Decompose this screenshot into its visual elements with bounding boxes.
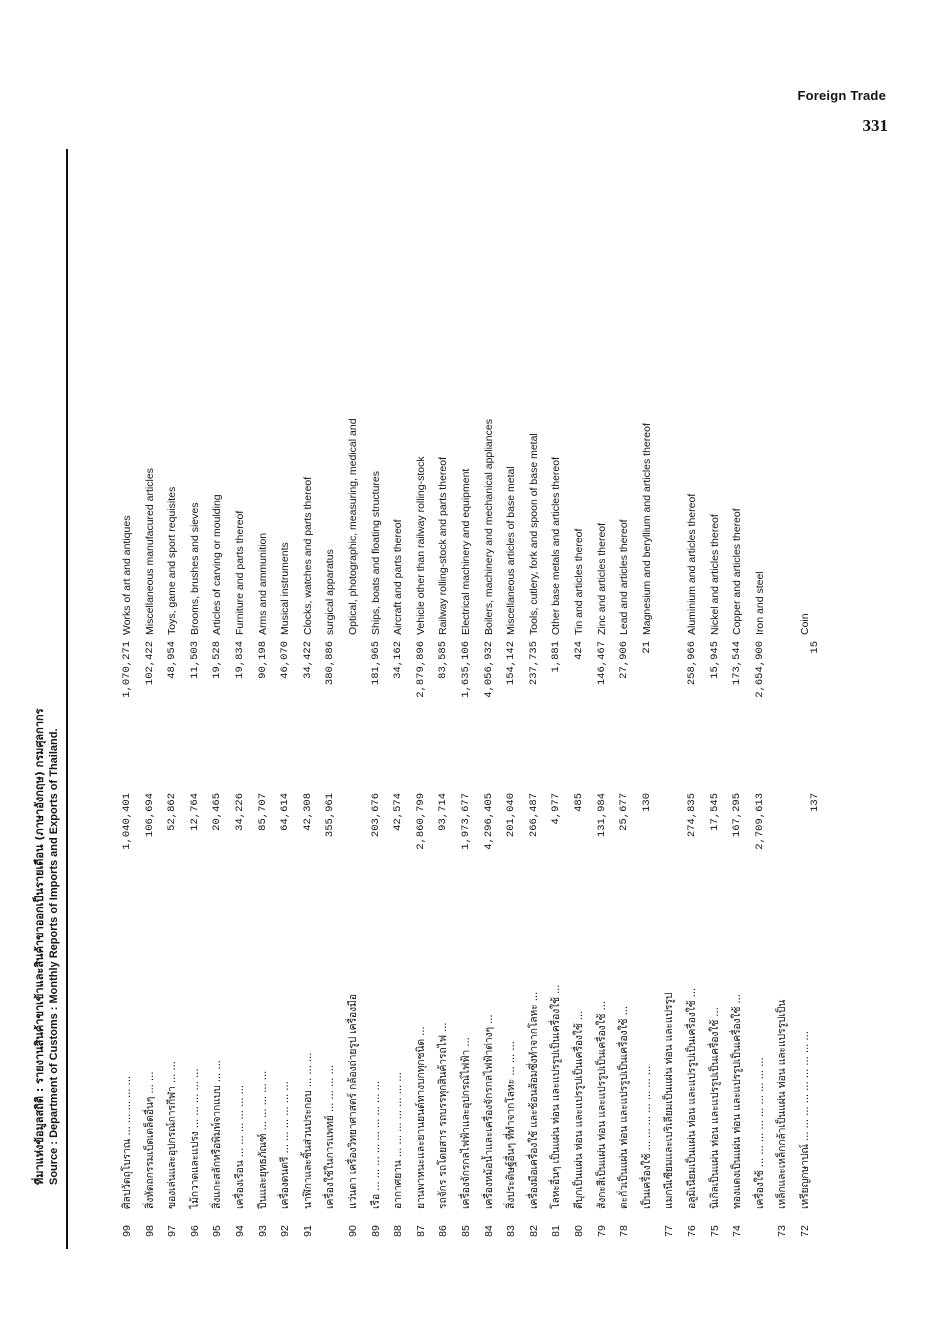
row-value-2: 1,881 bbox=[550, 641, 563, 673]
section-header: Foreign Trade bbox=[797, 88, 886, 103]
table-row bbox=[615, 150, 635, 1245]
row-thai-label: รถจักร รถโดยสาร รถบรรทุกสินค้ารถไฟ ... bbox=[437, 1022, 450, 1209]
source-english: Source : Department of Customs : Monthly Reports of Imports and Exports of Thailand. bbox=[48, 728, 60, 1185]
table-row bbox=[321, 150, 341, 1245]
row-value-1: 130 bbox=[640, 793, 653, 812]
bottom-rule bbox=[66, 149, 68, 1249]
row-value-1: 274,835 bbox=[686, 793, 698, 838]
row-value-1: 355,961 bbox=[324, 793, 337, 838]
row-english-label: Electrical machinery and equipment bbox=[460, 468, 472, 635]
row-english-label: Clocks, watches and parts thereof bbox=[301, 476, 314, 635]
row-value-2: 1,635,106 bbox=[460, 641, 472, 698]
row-thai-label: สิ่งประดิษฐ์อื่นๆ ที่ทำจากโลหะ ... ... ... bbox=[505, 1041, 518, 1209]
row-value-2: 46,070 bbox=[279, 641, 292, 679]
row-value-2: 2,654,900 bbox=[753, 641, 766, 698]
row-english-label: Railway rolling-stock and parts thereof bbox=[437, 457, 450, 635]
row-thai-label: เรือ ... ... ... ... ... ... ... ... ... bbox=[369, 1081, 382, 1209]
row-english-label: Ships, boats and floating structures bbox=[369, 470, 382, 635]
row-code: 92 bbox=[279, 1225, 292, 1237]
row-value-2: 27,906 bbox=[618, 641, 631, 679]
rotated-trade-table bbox=[33, 150, 830, 1245]
table-row bbox=[118, 150, 138, 1245]
row-value-2: 15,945 bbox=[708, 641, 721, 679]
row-value-1: 2,860,799 bbox=[414, 793, 427, 850]
row-code: 83 bbox=[505, 1225, 518, 1237]
row-value-2: 173,544 bbox=[731, 641, 744, 686]
row-code: 73 bbox=[776, 1225, 789, 1237]
row-thai-label: เครื่องเรือน ... ... ... ... ... ... bbox=[234, 1085, 246, 1209]
table-row bbox=[660, 150, 680, 1245]
row-english-label: Toys, game and sport requisites bbox=[166, 486, 179, 635]
row-english-label: Aluminium and articles thereof bbox=[686, 493, 698, 635]
table-row bbox=[728, 150, 748, 1245]
row-english-label: Copper and articles thereof bbox=[731, 508, 744, 635]
column-value-2: 15 bbox=[809, 641, 821, 654]
row-code: 81 bbox=[550, 1225, 563, 1237]
table-row bbox=[141, 150, 161, 1245]
row-english-label: Lead and articles thereof bbox=[618, 519, 631, 635]
row-thai-label: ทองแดงเป็นแผ่น ท่อน และแปรรูปเป็นเครื่องใช้ ... bbox=[731, 994, 744, 1209]
row-thai-label: เครื่องหม้อน้ำและเครื่องจักรกลไฟฟ้าต่างๆ ... bbox=[482, 1014, 495, 1209]
row-english-label: Other base metals and articles thereof bbox=[550, 456, 563, 635]
row-value-1: 12,764 bbox=[188, 793, 201, 831]
row-value-2: 181,965 bbox=[369, 641, 382, 686]
row-thai-label: ศิลปวัตถุโบราณ ... ... ... ... ... bbox=[121, 1076, 133, 1209]
row-value-2: 83,585 bbox=[437, 641, 450, 679]
row-english-label: Magnesium and beryllium and articles thereof bbox=[640, 423, 653, 635]
row-value-1: 93,714 bbox=[437, 793, 450, 831]
row-value-1: 106,694 bbox=[143, 793, 156, 838]
row-code: 96 bbox=[188, 1225, 201, 1237]
row-value-2: 34,422 bbox=[301, 641, 314, 679]
row-english-label: Nickel and articles thereof bbox=[708, 514, 721, 635]
row-value-2: 11,503 bbox=[188, 641, 201, 679]
row-thai-label: เหล็กและเหล็กกล้าเป็นแผ่น ท่อน และแปรรูปเป็น bbox=[776, 999, 789, 1209]
row-code: 93 bbox=[256, 1225, 269, 1237]
row-english-label: Arms and ammunition bbox=[256, 532, 269, 635]
row-value-2: 258,966 bbox=[686, 641, 698, 686]
table-row bbox=[683, 150, 703, 1245]
row-value-1: 4,977 bbox=[550, 793, 563, 825]
row-english-label: Coin bbox=[799, 613, 811, 635]
row-code: 75 bbox=[708, 1225, 721, 1237]
table-row bbox=[208, 150, 228, 1245]
row-thai-label: เครื่องใช้ในการแพทย์ ... ... ... ... bbox=[324, 1065, 337, 1209]
row-value-1: 266,487 bbox=[527, 793, 540, 838]
row-thai-label: แมกนีเซียมและเบริเลียมเป็นแผ่น ท่อน และแปรรูป bbox=[663, 992, 676, 1209]
row-thai-label: นิเกิลเป็นแผ่น ท่อน และแปรรูปเป็นเครื่องใช้ ... bbox=[708, 1007, 721, 1209]
table-row bbox=[299, 150, 319, 1245]
row-english-label: Boilers, machinery and mechanical appliances bbox=[482, 419, 495, 635]
row-thai-label: ตะกั่วเป็นแผ่น ท่อน และแปรรูปเป็นเครื่องใช้ ... bbox=[618, 1006, 631, 1209]
row-english-label: Furniture and parts thereof bbox=[234, 510, 246, 635]
row-thai-label: สิ่งหัตถกรรมเบ็ดเตล็ดอื่นๆ ... ... bbox=[143, 1071, 156, 1209]
row-thai-label: สังกะสีเป็นแผ่น ท่อน และแปรรูปเป็นเครื่องใช้ ... bbox=[595, 1001, 608, 1209]
row-value-1: 2,709,613 bbox=[753, 793, 766, 850]
row-value-2: 4,056,932 bbox=[482, 641, 495, 698]
row-code: 89 bbox=[369, 1225, 382, 1237]
row-english-label: Musical instruments bbox=[279, 542, 292, 635]
row-thai-label: เครื่องใช้ ... ... ... ... ... ... ... ... ... bbox=[753, 1057, 766, 1209]
row-value-1: 4,296,405 bbox=[482, 793, 495, 850]
row-english-label: Iron and steel bbox=[753, 571, 766, 635]
row-value-1: 34,226 bbox=[234, 793, 246, 831]
row-english-label: surgical apparatus bbox=[324, 549, 337, 635]
row-code: 74 bbox=[731, 1225, 744, 1237]
row-value-2: 34,162 bbox=[392, 641, 405, 679]
row-value-1: 20,465 bbox=[211, 793, 224, 831]
source-thai: ที่มาแห่งข้อมูลสถิติ : รายงานสินค้าขาเข้าและสินค้าขาออกเป็นรายเดือน (ภาษาอังกฤษ) กรมศุลกากร bbox=[33, 708, 46, 1185]
row-thai-label: เป็นเครื่องใช้ ... ... ... ... ... ... ... bbox=[640, 1065, 653, 1209]
table-row bbox=[796, 150, 816, 1245]
page-number: 331 bbox=[862, 116, 888, 135]
row-thai-label: เครื่องดนตรี ... ... ... ... ... ... bbox=[279, 1081, 292, 1209]
table-row bbox=[254, 150, 274, 1245]
row-english-label: Tools, cutlery, fork and spoon of base metal bbox=[527, 433, 540, 635]
row-value-2: 237,735 bbox=[527, 641, 540, 686]
row-thai-label: เครื่องจักรกลไฟฟ้าและอุปกรณ์ไฟฟ้า ... bbox=[460, 1037, 472, 1209]
row-value-1: 42,574 bbox=[392, 793, 405, 831]
row-value-2: 146,467 bbox=[595, 641, 608, 686]
row-value-2: 19,528 bbox=[211, 641, 224, 679]
row-thai-label: ไม้กวาดและแปรง ... ... ... ... ... bbox=[188, 1068, 201, 1209]
row-thai-label: ของเล่นและอุปกรณ์การกีฬา ... ... bbox=[166, 1061, 179, 1209]
table-row bbox=[525, 150, 545, 1245]
table-row bbox=[502, 150, 522, 1245]
row-thai-label: สิ่งแกะสลักหรือพิมพ์จากแบบ ... ... bbox=[211, 1060, 224, 1209]
row-thai-label: อากาศยาน ... ... ... ... ... ... ... bbox=[392, 1072, 405, 1209]
row-thai-label: ปืนและยุทธภัณฑ์ ... ... ... ... ... bbox=[256, 1070, 269, 1209]
table-row bbox=[773, 150, 793, 1245]
row-value-2: 380,886 bbox=[324, 641, 337, 686]
row-value-1: 25,677 bbox=[618, 793, 631, 831]
row-code: 85 bbox=[460, 1225, 472, 1237]
row-thai-label: ดีบุกเป็นแผ่น ท่อน และแปรรูปเป็นเครื่องใช้ ... bbox=[573, 1010, 585, 1209]
row-code: 87 bbox=[414, 1225, 427, 1237]
row-code: 97 bbox=[166, 1225, 179, 1237]
table-row bbox=[186, 150, 206, 1245]
table-row bbox=[593, 150, 613, 1245]
row-english-label: Miscellaneous articles of base metal bbox=[505, 466, 518, 635]
row-thai-label: นาฬิกาและชิ้นส่วนประกอบ ... ... ... bbox=[301, 1052, 314, 1209]
row-english-label: Optical, photographic, measuring, medical and bbox=[347, 418, 359, 635]
table-row bbox=[412, 150, 432, 1245]
row-code: 80 bbox=[573, 1225, 585, 1237]
row-value-1: 485 bbox=[573, 793, 585, 812]
row-value-1: 131,984 bbox=[595, 793, 608, 838]
table-row bbox=[367, 150, 387, 1245]
table-row bbox=[276, 150, 296, 1245]
table-row bbox=[706, 150, 726, 1245]
row-value-1: 203,676 bbox=[369, 793, 382, 838]
row-code: 84 bbox=[482, 1225, 495, 1237]
row-code: 72 bbox=[799, 1225, 811, 1237]
row-thai-label: อลูมิเนียมเป็นแผ่น ท่อน และแปรรูปเป็นเครื่องใช้ ... bbox=[686, 987, 698, 1209]
table-row bbox=[751, 150, 771, 1245]
table-row bbox=[638, 150, 658, 1245]
row-code: 76 bbox=[686, 1225, 698, 1237]
row-code: 88 bbox=[392, 1225, 405, 1237]
row-code: 99 bbox=[121, 1225, 133, 1237]
row-value-1: 17,545 bbox=[708, 793, 721, 831]
row-english-label: Vehicle other than railway rolling-stock bbox=[414, 456, 427, 635]
row-english-label: Aircraft and parts thereof bbox=[392, 519, 405, 635]
row-english-label: Works of art and antiques bbox=[121, 515, 133, 635]
row-code: 78 bbox=[618, 1225, 631, 1237]
table-row bbox=[434, 150, 454, 1245]
table-row bbox=[570, 150, 590, 1245]
row-english-label: Tin and articles thereof bbox=[573, 528, 585, 635]
row-thai-label: เหรียญกษาปณ์ ... ... ... ... ... ... ... ... ... bbox=[799, 1031, 811, 1209]
row-value-2: 48,954 bbox=[166, 641, 179, 679]
row-value-1: 85,707 bbox=[256, 793, 269, 831]
row-value-2: 2,879,896 bbox=[414, 641, 427, 698]
table-row bbox=[547, 150, 567, 1245]
row-value-2: 154,142 bbox=[505, 641, 518, 686]
row-code: 86 bbox=[437, 1225, 450, 1237]
table-row bbox=[231, 150, 251, 1245]
row-value-2: 1,070,271 bbox=[121, 641, 133, 698]
row-value-1: 52,862 bbox=[166, 793, 179, 831]
table-row bbox=[480, 150, 500, 1245]
row-code: 82 bbox=[527, 1225, 540, 1237]
row-thai-label: ยานพาหนะและยานยนต์ทางบกทุกชนิด ... bbox=[414, 1026, 427, 1209]
row-code: 90 bbox=[347, 1225, 359, 1237]
row-code: 91 bbox=[301, 1225, 314, 1237]
row-english-label: Brooms, brushes and sieves bbox=[188, 502, 201, 635]
row-thai-label: โลหะอื่นๆ เป็นแผ่น ท่อน และแปรรูปเป็นเครื่องใช้ ... bbox=[550, 984, 563, 1209]
row-value-2: 424 bbox=[573, 641, 585, 660]
table-body bbox=[70, 150, 830, 1245]
row-value-1: 42,308 bbox=[301, 793, 314, 831]
row-value-1: 1,973,677 bbox=[460, 793, 472, 850]
row-thai-label: แว่นตา เครื่องวิทยาศาสตร์ กล้องถ่ายรูป เครื่องมือ bbox=[347, 994, 359, 1209]
row-thai-label: เครื่องมือเครื่องใช้ และช้อนส้อมซึ่งทำจากโลหะ ... bbox=[527, 991, 540, 1209]
row-value-2: 102,422 bbox=[143, 641, 156, 686]
row-code: 95 bbox=[211, 1225, 224, 1237]
row-value-1: 167,295 bbox=[731, 793, 744, 838]
row-value-1: 64,614 bbox=[279, 793, 292, 831]
row-english-label: Articles of carving or moulding bbox=[211, 494, 224, 635]
row-english-label: Zinc and articles thereof bbox=[595, 522, 608, 635]
table-row bbox=[163, 150, 183, 1245]
table-row bbox=[457, 150, 477, 1245]
row-code: 77 bbox=[663, 1225, 676, 1237]
row-value-1: 201,040 bbox=[505, 793, 518, 838]
row-value-2: 19,834 bbox=[234, 641, 246, 679]
table-row bbox=[389, 150, 409, 1245]
row-value-2: 21 bbox=[640, 641, 653, 654]
row-code: 98 bbox=[143, 1225, 156, 1237]
row-value-1: 1,040,401 bbox=[121, 793, 133, 850]
row-english-label: Miscellaneous manufacured articles bbox=[143, 468, 156, 635]
row-code: 94 bbox=[234, 1225, 246, 1237]
row-value-2: 90,198 bbox=[256, 641, 269, 679]
row-code: 79 bbox=[595, 1225, 608, 1237]
column-value-1: 137 bbox=[809, 793, 821, 812]
table-row bbox=[344, 150, 364, 1245]
